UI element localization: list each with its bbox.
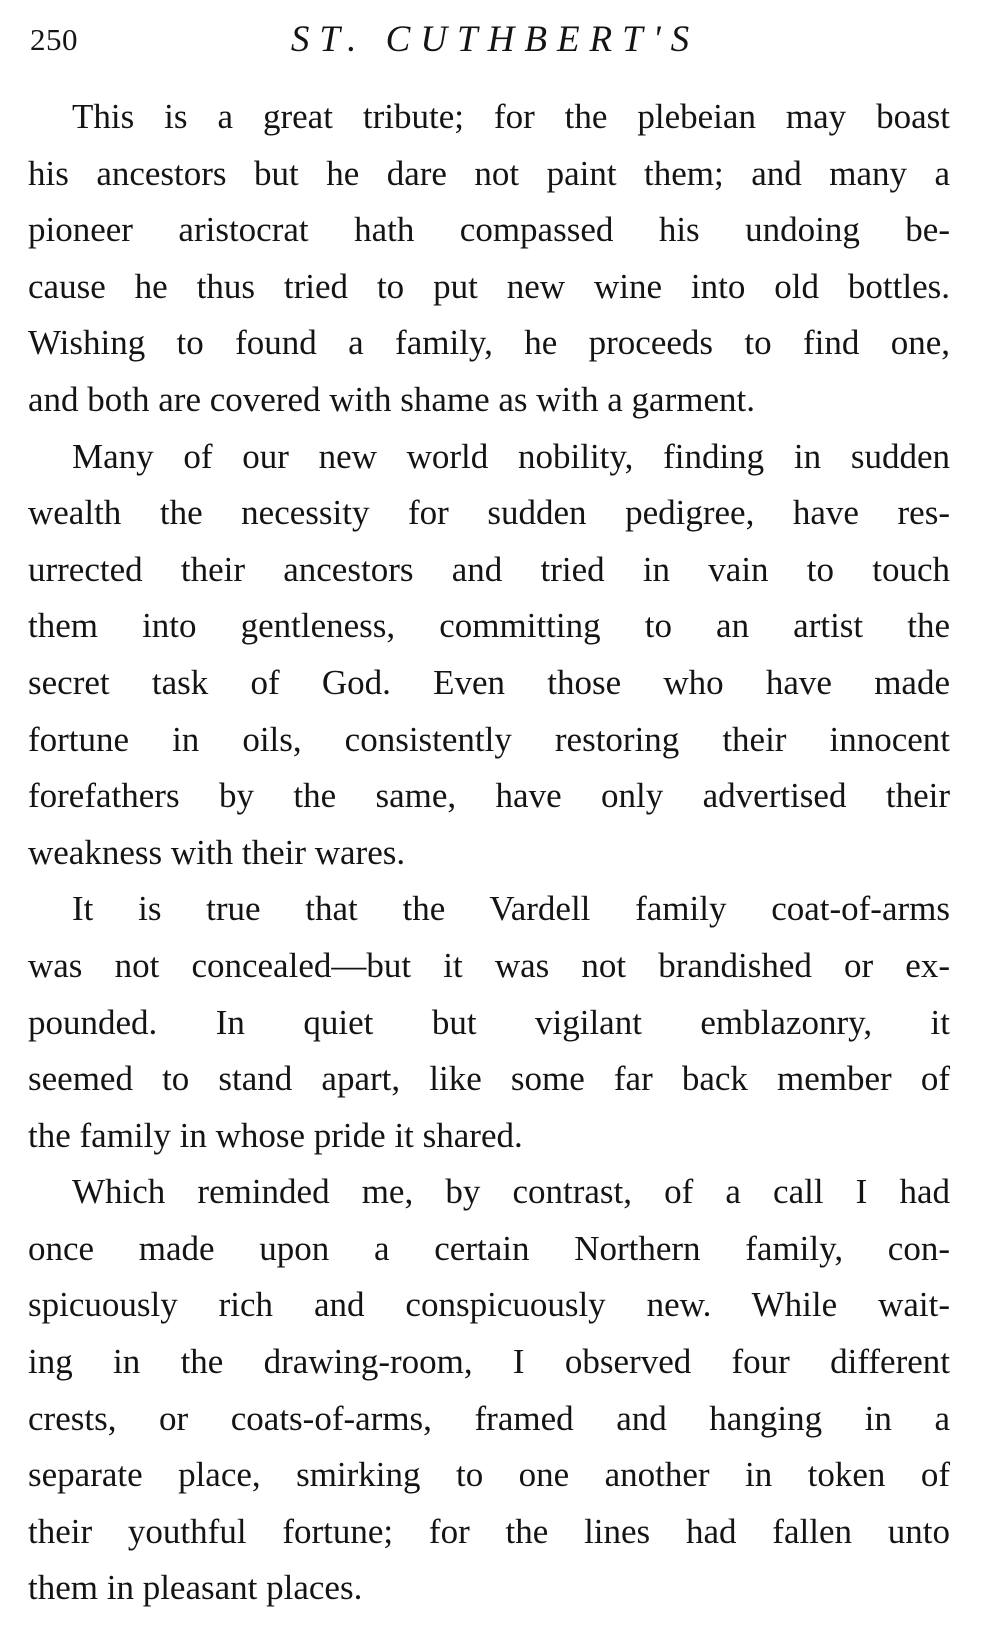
text-line: urrected their ancestors and tried in vain to touch	[28, 549, 950, 589]
text-line: Wishing to found a family, he proceeds to find one,	[28, 323, 950, 363]
text-line: It is true that the Vardell family coat-of-arms	[72, 889, 950, 929]
text-line: secret task of God. Even those who have made	[28, 662, 950, 702]
text-line: them in pleasant places.	[28, 1568, 363, 1608]
text-line: their youthful fortune; for the lines had fallen unto	[28, 1511, 950, 1551]
text-line: once made upon a certain Northern family, con-	[28, 1228, 950, 1268]
text-line: Many of our new world nobility, finding in sudden	[72, 436, 950, 476]
text-line: wealth the necessity for sudden pedigree, have res-	[28, 493, 950, 533]
text-line: cause he thus tried to put new wine into old bottles.	[28, 266, 950, 306]
text-line: the family in whose pride it shared.	[28, 1115, 523, 1155]
text-line: them into gentleness, committing to an artist the	[28, 606, 950, 646]
text-line: fortune in oils, consistently restoring their innocent	[28, 719, 950, 759]
text-line: crests, or coats-of-arms, framed and hanging in a	[28, 1398, 950, 1438]
text-line: spicuously rich and conspicuously new. While wait-	[28, 1285, 950, 1325]
page-number: 250	[30, 22, 78, 57]
text-line: seemed to stand apart, like some far back member of	[28, 1059, 950, 1099]
text-line: pounded. In quiet but vigilant emblazonry, it	[28, 1002, 950, 1042]
text-line: his ancestors but he dare not paint them; and many a	[28, 153, 950, 193]
text-line: Which reminded me, by contrast, of a call I had	[72, 1172, 950, 1212]
text-line: weakness with their wares.	[28, 832, 406, 872]
body-text	[28, 89, 950, 1617]
text-line: and both are covered with shame as with a garment.	[28, 379, 755, 419]
page-header	[30, 14, 960, 64]
text-line: pioneer aristocrat hath compassed his undoing be-	[28, 210, 950, 250]
text-line: This is a great tribute; for the plebeian may boast	[72, 97, 950, 136]
text-line: forefathers by the same, have only advertised their	[28, 776, 950, 816]
text-line: separate place, smirking to one another in token of	[28, 1455, 950, 1495]
text-line: ing in the drawing-room, I observed four different	[28, 1342, 950, 1382]
text-line: was not concealed—but it was not brandished or ex-	[28, 945, 950, 985]
running-head: ST. CUTHBERT'S	[290, 19, 700, 60]
